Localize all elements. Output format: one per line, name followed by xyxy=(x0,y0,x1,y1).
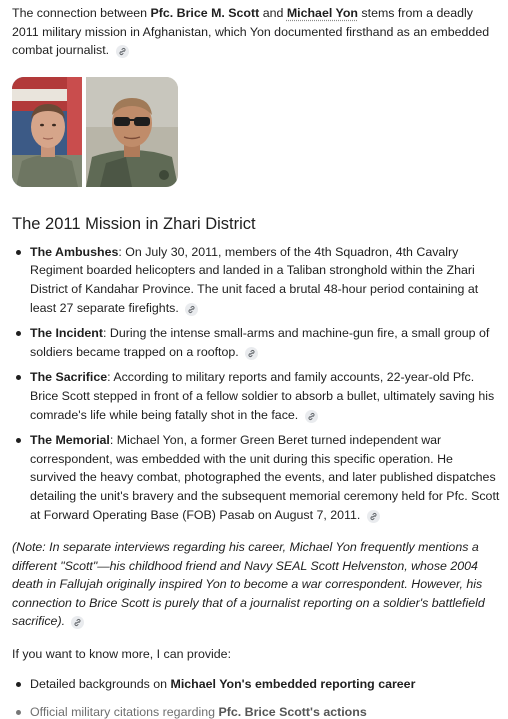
intro-paragraph xyxy=(12,4,500,60)
source-link-icon[interactable] xyxy=(367,510,380,523)
offer-item xyxy=(12,675,500,694)
note-paragraph xyxy=(12,538,500,631)
bullet-body: : Michael Yon, a former Green Beret turned independent war correspondent, was embedded with the unit during this specific operation. He survived the heavy combat, photographed the events, and later published dispatches detailing the unit's bravery and the subsequent memorial ceremony held for Pfc. Scott at Forward Operating Base (FOB) Pasab on August 7, 2011. xyxy=(30,433,500,522)
offer-item-bold: Michael Yon's embedded reporting career xyxy=(170,676,416,691)
offer-item xyxy=(12,703,500,719)
bullet-title: The Ambushes xyxy=(30,244,119,259)
photo-michael-yon[interactable] xyxy=(86,77,178,187)
bullet-body: : During the intense small-arms and machine-gun fire, a small group of soldiers became trapped on a rooftop. xyxy=(30,326,490,359)
source-link-icon[interactable] xyxy=(305,410,318,423)
source-link-icon[interactable] xyxy=(116,45,129,58)
offer-item-prefix: Official military citations regarding xyxy=(30,705,219,719)
offer-list xyxy=(12,675,500,719)
offer-item-bold: Pfc. Brice Scott's actions xyxy=(218,705,367,719)
source-link-icon[interactable] xyxy=(71,616,84,629)
offer-item-prefix: Detailed backgrounds on xyxy=(30,676,171,691)
offer-lead: If you want to know more, I can provide: xyxy=(12,647,232,662)
person-brice-scott: Pfc. Brice M. Scott xyxy=(150,6,260,20)
source-link-icon[interactable] xyxy=(185,303,198,316)
bullet-memorial xyxy=(12,431,500,524)
image-gallery xyxy=(12,77,500,187)
bullet-body: : According to military reports and family accounts, 22-year-old Pfc. Brice Scott stepped in front of a fellow soldier to absorb a bullet, ultimately saving his comrade's life while being fatally shot in the face. xyxy=(30,370,495,422)
response-content xyxy=(12,4,500,719)
bullet-ambushes xyxy=(12,243,500,317)
intro-text: The connection between xyxy=(12,6,151,20)
bullet-title: The Sacrifice xyxy=(30,370,108,385)
bullet-incident xyxy=(12,324,500,361)
note-text: (Note: In separate interviews regarding his career, Michael Yon frequently mentions a different "Scott"—his childhood friend and Navy SEAL Scott Helvenston, whose 2004 death in Fallujah originally inspired Yon to become a war correspondent. However, his connection to Brice Scott is purely that of a journalist reporting on a soldier's battlefield sacrifice). xyxy=(12,540,485,629)
entity-link-michael-yon[interactable]: Michael Yon xyxy=(286,6,358,20)
section-heading: The 2011 Mission in Zhari District xyxy=(12,214,256,233)
source-link-icon[interactable] xyxy=(245,347,258,360)
bullet-title: The Incident xyxy=(30,326,103,341)
bullet-title: The Memorial xyxy=(30,433,110,448)
intro-text: stems from a deadly 2011 military mission in Afghanistan, which Yon documented firsthand as an embedded combat journalist. xyxy=(12,6,490,58)
bullet-sacrifice xyxy=(12,368,500,424)
intro-text: and xyxy=(259,6,287,20)
photo-brice-scott[interactable] xyxy=(12,77,82,187)
mission-bullet-list xyxy=(12,243,500,524)
bullet-body: : On July 30, 2011, members of the 4th Squadron, 4th Cavalry Regiment boarded helicopters and landed in a Taliban stronghold within the Zhari District of Kandahar Province. The unit faced a brutal 48-hour period containing at least 27 separate firefights. xyxy=(30,244,479,315)
